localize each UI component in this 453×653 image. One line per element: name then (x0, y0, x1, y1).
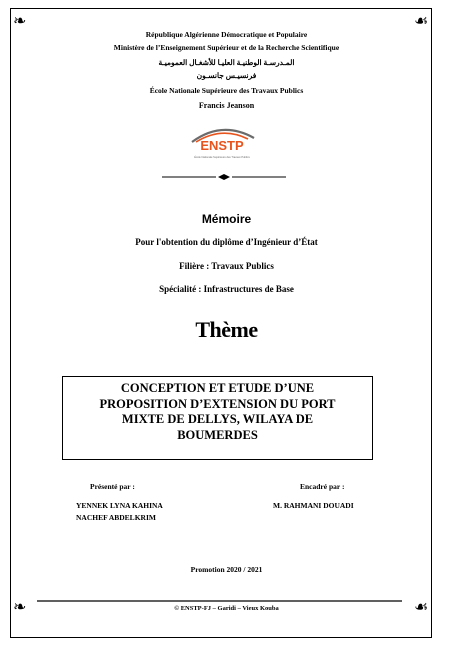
corner-ornament-top-left: ❧ (13, 13, 27, 30)
thesis-title-line: PROPOSITION D’EXTENSION DU PORT (99, 396, 336, 411)
student-name: YENNEK LYNA KAHINA (76, 501, 163, 510)
document-type: Mémoire (201, 212, 252, 226)
student-name: NACHEF ABDELKRIM (76, 513, 156, 522)
logo-subtext: École Nationale Supérieure des Travaux Publics (194, 156, 250, 159)
supervised-by-label: Encadré par : (300, 482, 345, 491)
corner-ornament-bottom-right: ☙ (414, 599, 429, 616)
footer-copyright: © ENSTP-FJ – Garidi – Vieux Kouba (174, 605, 279, 612)
corner-ornament-bottom-left: ❧ (13, 599, 27, 616)
enstp-logo (174, 122, 270, 162)
francis-jeanson: Francis Jeanson (198, 101, 255, 110)
field-of-study: Filière : Travaux Publics (179, 261, 274, 271)
thesis-title-line: BOUMERDES (177, 427, 258, 442)
logo-wordmark: ENSTP (200, 138, 244, 153)
promotion-year: Promotion 2020 / 2021 (190, 565, 263, 574)
supervisor-name: M. RAHMANI DOUADI (273, 501, 354, 510)
school-name-french: École Nationale Supérieure des Travaux Publics (149, 86, 304, 95)
specialty: Spécialité : Infrastructures de Base (159, 284, 294, 294)
footer-rule (37, 597, 402, 605)
ornamental-divider (162, 174, 286, 180)
school-name-arabic: المـدرسـة الوطنيـة العليـا للأشغـال العموميـة (158, 58, 295, 67)
theme-heading: Thème (195, 317, 258, 342)
republic-line: République Algérienne Démocratique et Populaire (145, 30, 308, 39)
presented-by-label: Présenté par : (90, 482, 135, 491)
thesis-title-line: CONCEPTION ET ETUDE D’UNE (120, 381, 315, 395)
degree-purpose: Pour l'obtention du diplôme d’Ingénieur d’État (135, 237, 318, 247)
thesis-title-line: MIXTE DE DELLYS, WILAYA DE (121, 412, 314, 426)
francis-jeanson-arabic: فرنسيـس جانسـون (196, 71, 257, 80)
ministry-line: Ministère de l’Enseignement Supérieur et de la Recherche Scientifique (113, 43, 340, 52)
thesis-title-box (62, 376, 373, 460)
corner-ornament-top-right: ☙ (414, 13, 429, 30)
